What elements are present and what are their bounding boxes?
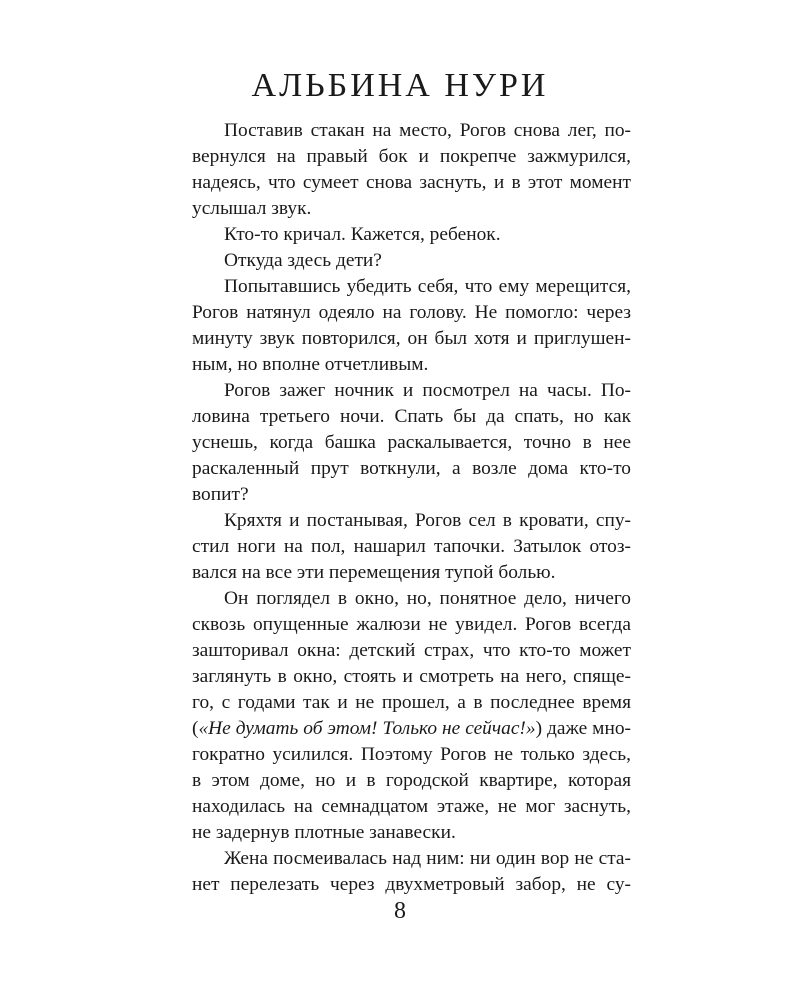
text-line: [192, 300, 631, 326]
text-line-content: Кто-то кричал. Кажется, ребенок.: [224, 224, 501, 245]
text-line: [192, 716, 631, 742]
text-line: [192, 456, 631, 482]
text-line-content: Жена посмеивалась над ним: ни один вор не ста-: [224, 848, 631, 869]
text-line-content: услышал звук.: [192, 198, 312, 219]
italic-quote: «Не думать об этом! Только не сейчас!»: [198, 718, 536, 739]
text-line: [192, 534, 631, 560]
body-text: [192, 118, 631, 898]
text-line: [192, 118, 631, 144]
text-line-content: нет перелезать через двухметровый забор, не су-: [192, 874, 631, 895]
running-header-author: АЛЬБИНА НУРИ: [251, 67, 549, 104]
text-line-content: Он поглядел в окно, но, понятное дело, ничего: [224, 588, 631, 609]
text-line: [192, 326, 631, 352]
text-line-content: Откуда здесь дети?: [224, 250, 382, 271]
text-line: [192, 586, 631, 612]
text-line-content: го, с годами так и не прошел, а в последнее время: [192, 692, 631, 713]
text-line: [192, 482, 631, 508]
text-line: [192, 664, 631, 690]
text-line-content: сквозь опущенные жалюзи не увидел. Рогов всегда: [192, 614, 631, 635]
text-line-content: находилась на семнадцатом этаже, не мог заснуть,: [192, 796, 631, 817]
text-line-content: раскаленный прут воткнули, а возле дома кто-то: [192, 458, 631, 479]
text-line: [192, 794, 631, 820]
text-line: [192, 820, 631, 846]
text-line-content: уснешь, когда башка раскалывается, точно в нее: [192, 432, 631, 453]
text-line: [192, 222, 631, 248]
text-line: [192, 846, 631, 872]
text-line-content: стил ноги на пол, нашарил тапочки. Затылок отоз-: [192, 536, 631, 557]
text-line-content: Кряхтя и постанывая, Рогов сел в кровати, спу-: [224, 510, 631, 531]
text-line-content: (: [192, 718, 199, 739]
text-line: [192, 378, 631, 404]
text-line: [192, 742, 631, 768]
text-line-content: гократно усилился. Поэтому Рогов не только здесь,: [192, 744, 631, 765]
text-line: [192, 248, 631, 274]
text-line-content: Поставив стакан на место, Рогов снова лег, по-: [224, 120, 631, 141]
text-line: [192, 508, 631, 534]
text-line: [192, 690, 631, 716]
text-line-content: зашторивал окна: детский страх, что кто-то может: [192, 640, 631, 661]
text-line-content: ловина третьего ночи. Спать бы да спать, но как: [192, 406, 631, 427]
text-line-content: минуту звук повторился, он был хотя и приглушен-: [192, 328, 631, 349]
text-line: [192, 638, 631, 664]
text-line: [192, 352, 631, 378]
text-line-content: ным, но вполне отчетливым.: [192, 354, 429, 375]
text-line-content: заглянуть в окно, стоять и смотреть на него, спяще-: [192, 666, 631, 687]
page-number: 8: [394, 898, 406, 924]
text-line: [192, 430, 631, 456]
text-line-content: не задернув плотные занавески.: [192, 822, 456, 843]
text-line-content: вернулся на правый бок и покрепче зажмурился,: [192, 146, 631, 167]
text-line: [192, 274, 631, 300]
text-line: [192, 404, 631, 430]
text-line: [192, 872, 631, 898]
text-line: [192, 612, 631, 638]
text-line-content: Попытавшись убедить себя, что ему мерещится,: [224, 276, 631, 297]
text-line: [192, 144, 631, 170]
text-line-content: в этом доме, но и в городской квартире, которая: [192, 770, 631, 791]
text-line: [192, 170, 631, 196]
text-line-content: надеясь, что сумеет снова заснуть, и в этот момент: [192, 172, 631, 193]
text-line-content: Рогов зажег ночник и посмотрел на часы. По-: [224, 380, 631, 401]
text-line: [192, 560, 631, 586]
text-line-content: вался на все эти перемещения тупой болью.: [192, 562, 556, 583]
text-line: [192, 196, 631, 222]
text-line-content: вопит?: [192, 484, 249, 505]
text-line-content-tail: ) даже мно-: [535, 718, 631, 739]
text-line-content: Рогов натянул одеяло на голову. Не помогло: через: [192, 302, 631, 323]
text-line: [192, 768, 631, 794]
